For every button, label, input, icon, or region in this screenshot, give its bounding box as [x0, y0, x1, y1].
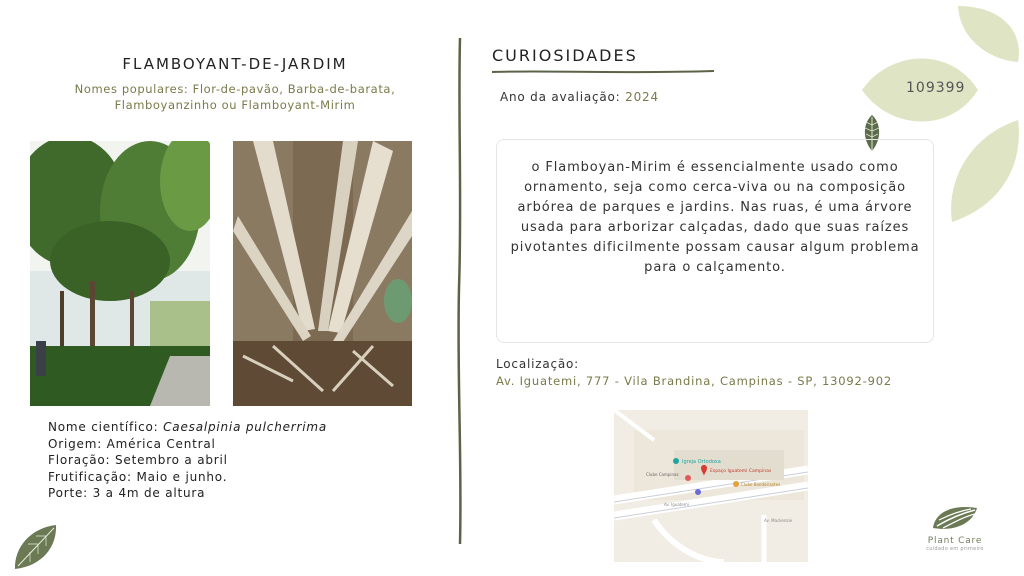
brand-logo: [920, 502, 990, 552]
flowering: Floração: Setembro a abril: [48, 453, 228, 467]
title-underline: [492, 69, 714, 75]
map-label-poi3: Espaço Iguatemi Campinas: [710, 469, 772, 474]
plant-facts: [48, 419, 327, 502]
map-label-poi1: Igreja Ortodoxa: [682, 459, 721, 465]
brand-name: Plant Care: [927, 536, 983, 546]
map-label-street2: Av. Mackenzie: [764, 518, 793, 523]
popular-names: Nomes populares: Flor-de-pavão, Barba-de-barata, Flamboyanzinho ou Flamboyant-Mirim: [74, 82, 396, 112]
location-map[interactable]: [614, 410, 808, 562]
section-title: CURIOSIDADES: [492, 46, 638, 65]
vertical-divider: [452, 38, 468, 544]
brand-tagline: cuidado em primeiro: [926, 546, 984, 552]
location-label: Localização:: [496, 357, 580, 371]
map-label-poi2: Clube Campinas: [646, 472, 679, 477]
evaluation-year: Ano da avaliação: 2024: [500, 90, 659, 104]
bottom-leaf-icon: [10, 522, 60, 572]
curiosity-card: [496, 139, 934, 343]
trunk-photo: [233, 141, 412, 406]
map-label-poi4: Clube Bandeirantes: [741, 482, 781, 487]
scientific-name: Nome científico: Caesalpinia pulcherrima: [48, 420, 328, 434]
brand-leaf-icon: [929, 502, 981, 534]
curiosity-text: o Flamboyan-Mirim é essencialmente usado como ornamento, seja como cerca-viva ou na composição arbórea de parques e jardins. Nas ruas, é uma árvore usada para arborizar calçadas, dado que suas raízes pivotantes dificilmente possam causar algum problema para o calçamento.: [510, 160, 920, 275]
map-label-street1: Av. Iguatemi: [664, 502, 689, 507]
fruiting: Frutificação: Maio e junho.: [48, 469, 228, 484]
size: Porte: 3 a 4m de altura: [48, 486, 206, 500]
plant-id: 109399: [906, 80, 966, 96]
location-address[interactable]: Av. Iguatemi, 777 - Vila Brandina, Campinas - SP, 13092-902: [496, 374, 892, 388]
plant-title: FLAMBOYANT-DE-JARDIM: [122, 55, 348, 73]
origin: Origem: América Central: [48, 436, 216, 451]
tree-photo: [30, 141, 210, 406]
